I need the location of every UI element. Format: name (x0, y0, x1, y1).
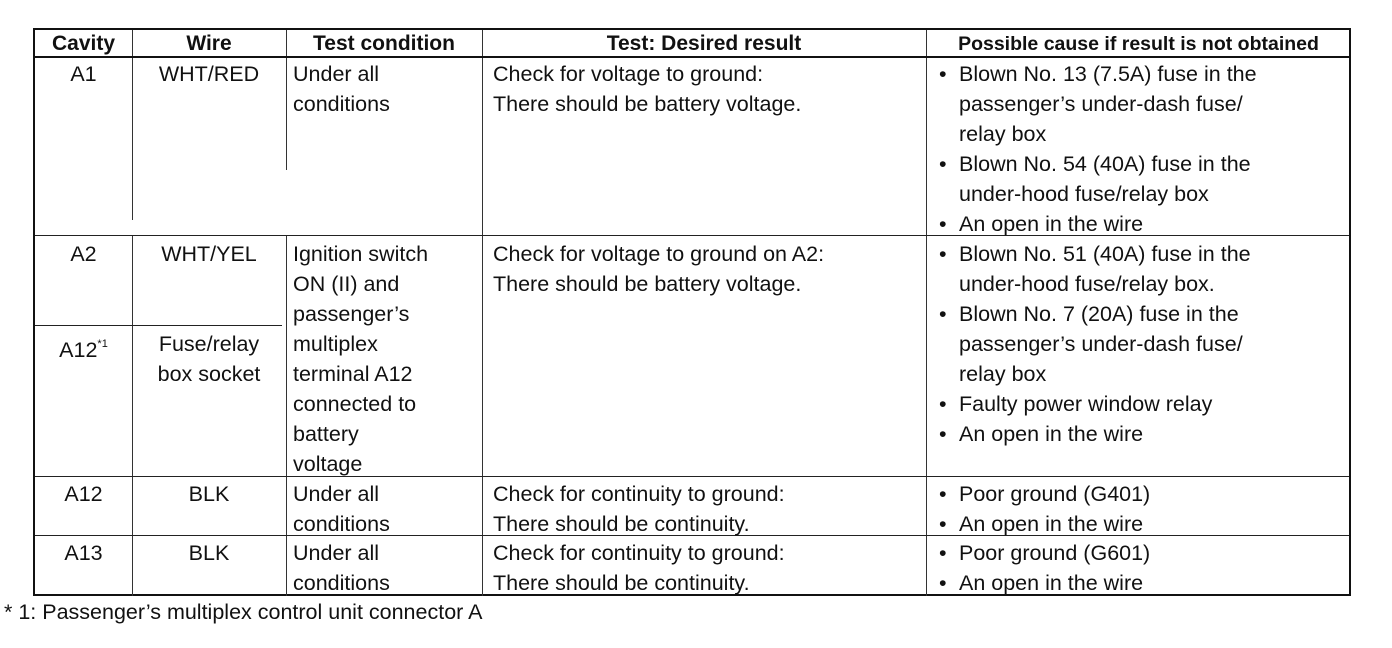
list-item: • An open in the wire (933, 419, 1251, 449)
desired-result-cell: Check for continuity to ground: There should be continuity. (493, 541, 785, 595)
wire-cell: WHT/YEL (161, 242, 257, 266)
row-divider (35, 476, 1349, 477)
header-cavity: Cavity (51, 32, 116, 55)
list-item: • Blown No. 51 (40A) fuse in the under-hood fuse/relay box. (933, 239, 1251, 299)
col-divider (926, 30, 927, 596)
footnote-mark: *1 (97, 338, 108, 350)
cavity-cell: A1 (70, 62, 97, 86)
list-item: • Blown No. 54 (40A) fuse in the under-hood fuse/relay box (933, 149, 1257, 209)
list-item: • An open in the wire (933, 509, 1150, 539)
list-item: • Poor ground (G401) (933, 479, 1150, 509)
header-test-condition: Test condition (313, 32, 455, 55)
bullet-icon: • (939, 302, 947, 326)
header-desired-result: Test: Desired result (606, 32, 802, 55)
header-possible-cause: Possible cause if result is not obtained (958, 33, 1319, 55)
bullet-icon: • (939, 242, 947, 266)
desired-result-cell: Check for voltage to ground on A2: There should be battery voltage. (493, 242, 825, 296)
bullet-icon: • (939, 392, 947, 416)
cavity-cell-sub: A12$^{*1}$ (59, 338, 108, 362)
wire-cell-sub: Fuse/relay box socket (157, 332, 261, 386)
bullet-icon: • (939, 212, 947, 236)
desired-result-cell: Check for voltage to ground: There should be battery voltage. (493, 62, 802, 116)
diagnostic-table (33, 28, 1351, 596)
wire-cell: WHT/RED (158, 62, 260, 86)
list-item: • Faulty power window relay (933, 389, 1251, 419)
bullet-icon: • (939, 422, 947, 446)
possible-cause-list (933, 239, 1251, 449)
cavity-cell: A12 (64, 482, 103, 506)
bullet-icon: • (939, 152, 947, 176)
cavity-cell: A2 (70, 242, 97, 266)
list-item: • Blown No. 13 (7.5A) fuse in the passenger’s under-dash fuse/ relay box (933, 59, 1257, 149)
possible-cause-list (933, 479, 1150, 539)
possible-cause-list (933, 59, 1257, 239)
bullet-icon: • (939, 62, 947, 86)
sub-row-divider (35, 325, 282, 326)
test-condition-cell: Under all conditions (293, 482, 390, 536)
test-condition-cell: Under all conditions (293, 541, 390, 595)
bullet-icon: • (939, 482, 947, 506)
wire-cell: BLK (188, 482, 230, 506)
desired-result-cell: Check for continuity to ground: There should be continuity. (493, 482, 785, 536)
bullet-icon: • (939, 512, 947, 536)
bullet-icon: • (939, 541, 947, 565)
header-wire: Wire (186, 32, 232, 55)
test-condition-cell: Under all conditions (293, 62, 390, 116)
col-divider (482, 30, 483, 596)
list-item: • Poor ground (G601) (933, 538, 1150, 568)
possible-cause-list (933, 538, 1150, 598)
list-item: • An open in the wire (933, 209, 1257, 239)
wire-cell: BLK (188, 541, 230, 565)
col-divider (286, 236, 287, 596)
footnote: * 1: Passenger’s multiplex control unit connector A (4, 600, 483, 624)
list-item: • An open in the wire (933, 568, 1150, 598)
bullet-icon: • (939, 571, 947, 595)
cavity-cell: A13 (64, 541, 103, 565)
list-item: • Blown No. 7 (20A) fuse in the passenger’s under-dash fuse/ relay box (933, 299, 1251, 389)
test-condition-cell: Ignition switch ON (II) and passenger’s multiplex terminal A12 connected to battery voltage (293, 242, 429, 476)
